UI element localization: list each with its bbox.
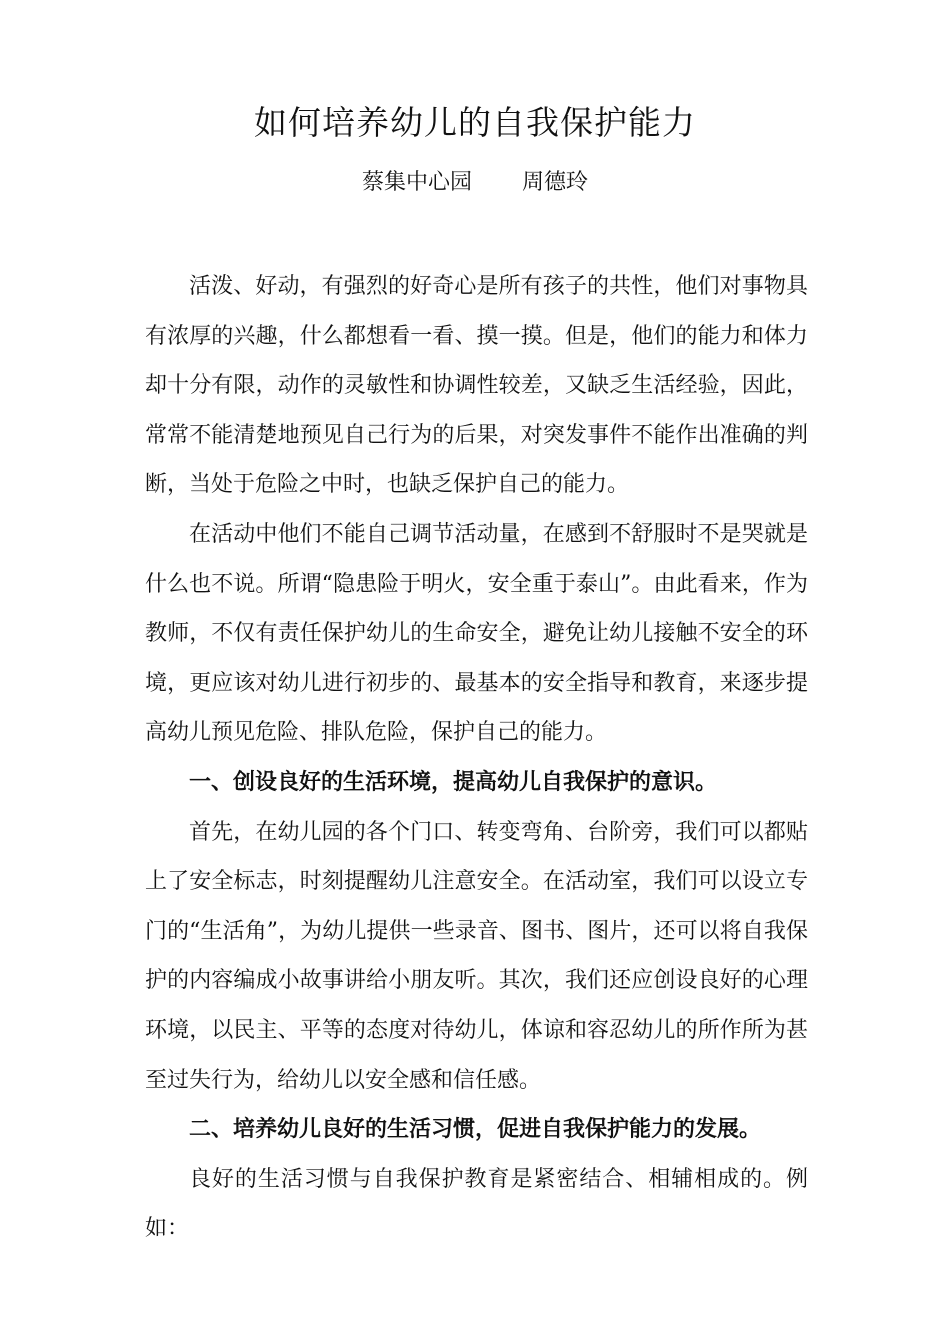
paragraph-1: 活泼、好动，有强烈的好奇心是所有孩子的共性，他们对事物具有浓厚的兴趣，什么都想看一看、摸一摸。但是，他们的能力和体力却十分有限，动作的灵敏性和协调性较差，又缺乏生活经验，因此，常常不能清楚地预见自己行为的后果，对突发事件不能作出准确的判断，当处于危险之中时，也缺乏保护自己的能力。 bbox=[145, 274, 808, 498]
school-name: 蔡集中心园 bbox=[361, 170, 472, 195]
section-heading-2: 二、培养幼儿良好的生活习惯，促进自我保护能力的发展。 bbox=[189, 1117, 762, 1143]
author-name: 周德玲 bbox=[522, 170, 589, 195]
byline bbox=[0, 166, 950, 200]
document-body bbox=[145, 262, 808, 1254]
section-heading-1: 一、创设良好的生活环境，提高幼儿自我保护的意识。 bbox=[189, 769, 718, 795]
paragraph-3: 首先，在幼儿园的各个门口、转变弯角、台阶旁，我们可以都贴上了安全标志，时刻提醒幼儿注意安全。在活动室，我们可以设立专门的“生活角”，为幼儿提供一些录音、图书、图片，还可以将自我保护的内容编成小故事讲给小朋友听。其次，我们还应创设良好的心理环境，以民主、平等的态度对待幼儿，体谅和容忍幼儿的所作所为甚至过失行为，给幼儿以安全感和信任感。 bbox=[145, 819, 808, 1093]
paragraph-2: 在活动中他们不能自己调节活动量，在感到不舒服时不是哭就是什么也不说。所谓“隐患险于明火，安全重于泰山”。由此看来，作为教师，不仅有责任保护幼儿的生命安全，避免让幼儿接触不安全的环境，更应该对幼儿进行初步的、最基本的安全指导和教育，来逐步提高幼儿预见危险、排队危险，保护自己的能力。 bbox=[145, 521, 808, 746]
paragraph-4: 良好的生活习惯与自我保护教育是紧密结合、相辅相成的。例如： bbox=[145, 1166, 808, 1242]
document-title: 如何培养幼儿的自我保护能力 bbox=[254, 103, 696, 142]
